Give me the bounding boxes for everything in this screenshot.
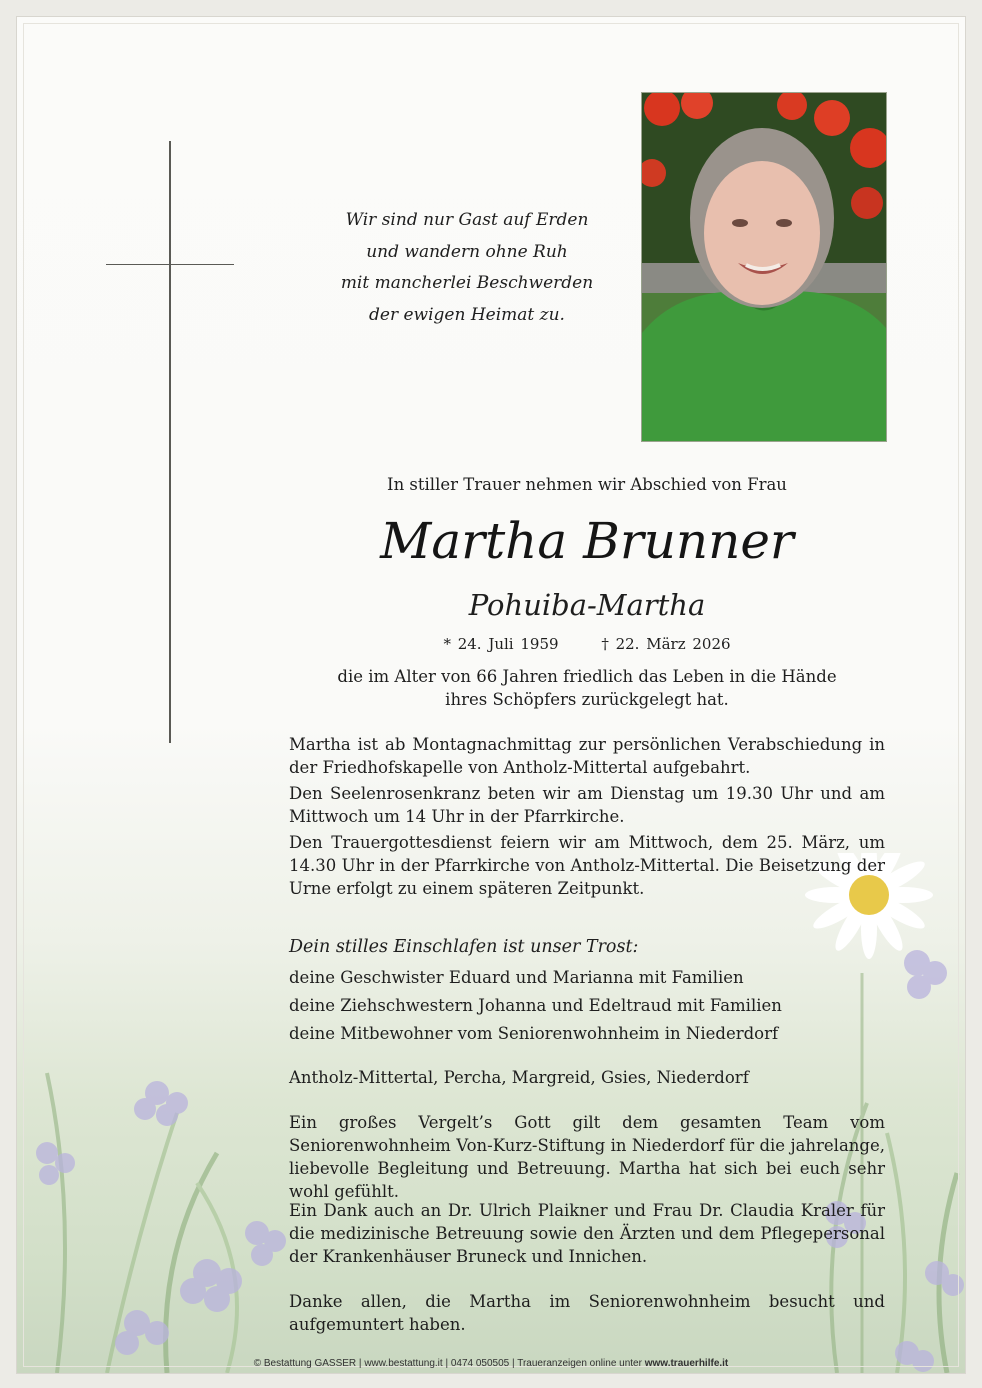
gratitude-paragraph: Danke allen, die Martha im Seniorenwohnheim besucht und aufgemuntert haben.: [289, 1292, 885, 1334]
funeral-details: [289, 733, 885, 903]
gratitude-paragraph: Ein Dank auch an Dr. Ulrich Plaikner und Frau Dr. Claudia Kraler für die medizinische Betreuung sowie den Ärzten und dem Pflegepersonal der Krankenhäuser Bruneck und Innichen.: [289, 1201, 885, 1266]
footer-online-label: Traueranzeigen online unter: [517, 1358, 642, 1369]
footer-online-link[interactable]: www.trauerhilfe.it: [644, 1358, 729, 1369]
deceased-nickname: Pohuiba-Martha: [468, 588, 706, 622]
mourners-list: [289, 964, 885, 1048]
portrait-photo: [641, 92, 887, 442]
deceased-name: Martha Brunner: [380, 512, 794, 570]
death-date: † 22. März 2026: [601, 635, 731, 653]
intro-line: In stiller Trauer nehmen wir Abschied von Frau: [387, 475, 787, 494]
mourners-heading: Dein stilles Einschlafen ist unser Trost:: [289, 937, 639, 957]
obituary-card: [16, 16, 966, 1374]
details-paragraph: Den Trauergottesdienst feiern wir am Mittwoch, dem 25. März, um 14.30 Uhr in der Pfarrkirche von Antholz-Mittertal. Die Beisetzung der Urne erfolgt zu einem späteren Zeitpunkt.: [289, 833, 885, 898]
footer: © Bestattung GASSER | www.bestattung.it | 0474 050505 | Traueranzeigen online unter www.trauerhilfe.it: [253, 1358, 729, 1369]
life-dates: [337, 635, 837, 653]
poem-line: und wandern ohne Ruh: [366, 241, 568, 262]
age-text: [317, 665, 857, 711]
cross-icon-vertical: [169, 141, 171, 743]
cross-icon-horizontal: [106, 264, 234, 265]
birth-date: * 24. Juli 1959: [443, 635, 559, 653]
age-line: die im Alter von 66 Jahren friedlich das Leben in die Hände: [337, 667, 837, 686]
poem: [317, 205, 617, 331]
footer-phone: 0474 050505: [450, 1358, 510, 1369]
details-paragraph: Martha ist ab Montagnachmittag zur persönlichen Verabschiedung in der Friedhofskapelle von Antholz-Mittertal aufgebahrt.: [289, 735, 885, 777]
details-paragraph: Den Seelenrosenkranz beten wir am Dienstag um 19.30 Uhr und am Mittwoch um 14 Uhr in der Pfarrkirche.: [289, 784, 885, 826]
poem-line: der ewigen Heimat zu.: [369, 304, 565, 325]
gratitude-paragraph: Ein großes Vergelt’s Gott gilt dem gesamten Team vom Seniorenwohnheim Von-Kurz-Stiftung in Niederdorf für die jahrelange, liebevolle Begleitung und Betreuung. Martha hat sich bei euch sehr wohl gefühlt.: [289, 1113, 885, 1201]
mourner-line: deine Mitbewohner vom Seniorenwohnheim in Niederdorf: [289, 1024, 779, 1043]
footer-copyright: © Bestattung GASSER: [253, 1358, 357, 1369]
poem-line: mit mancherlei Beschwerden: [340, 273, 594, 293]
mourner-line: deine Geschwister Eduard und Marianna mit Familien: [289, 968, 744, 987]
mourner-line: deine Ziehschwestern Johanna und Edeltraud mit Familien: [289, 996, 782, 1015]
age-line: ihres Schöpfers zurückgelegt hat.: [445, 690, 729, 709]
places-line: Antholz-Mittertal, Percha, Margreid, Gsies, Niederdorf: [289, 1068, 749, 1087]
footer-website-link[interactable]: www.bestattung.it: [364, 1358, 443, 1369]
poem-line: Wir sind nur Gast auf Erden: [345, 210, 589, 230]
